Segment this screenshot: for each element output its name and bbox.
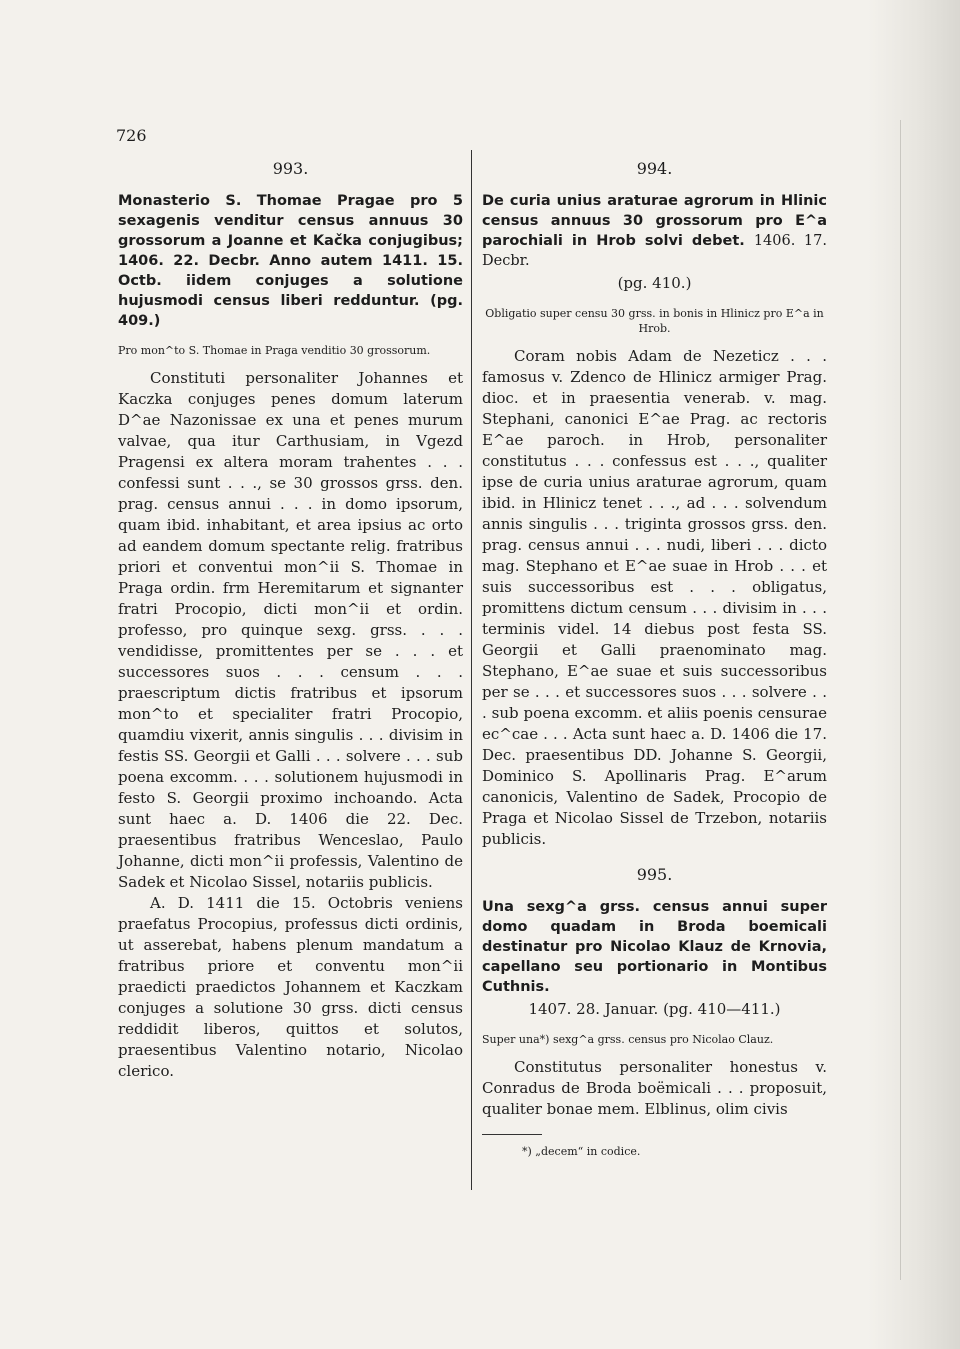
entry-heading-995: Una sexg^a grss. census annui super domo quadam in Broda boemicali destinatur pro Nicolao Klauz de Krnovia, capellano seu portionario in Montibus Cuthnis. bbox=[482, 899, 827, 995]
right-column bbox=[482, 148, 827, 1162]
entry-body-993: Constituti personaliter Johannes et Kaczka conjuges penes domum laterum D^ae Nazonissae ex una et penes murum valvae, qua itur Carthusiam, in Vgezd Pragensi ex altera moram trahentes . . . confessi sunt . . ., se 30 grossos grss. den. prag. census annui . . . in domo ipsorum, quam ibid. inhabitant, et area ipsius ac orto ad eandem domum spectante relig. fratribus priori et conventui mon^ii S. Thomae in Praga ordin. frm Heremitarum et signanter fratri Procopio, dicti mon^ii et ordin. professo, pro quinque sexg. grss. . . . vendidisse, promittentes per se . . . et successores suos . . . censum . . . praescriptum dictis fratribus et ipsorum mon^to et specialiter fratri Procopio, quamdiu vixerit, annis singulis . . . divisim in festis SS. Georgii et Galli . . . solvere . . . sub poena excomm. . . . solutionem hujusmodi in festo S. Georgii proximo inchoando. Acta sunt haec a. D. 1406 die 22. Dec. praesentibus fratribus Wenceslao, Paulo Johanne, dicti mon^ii professis, Valentino de Sadek et Nicolao Sissel, notariis publicis. bbox=[118, 369, 463, 891]
entry-pg-994: (pg. 410.) bbox=[617, 274, 692, 292]
entry-heading-994 bbox=[482, 191, 827, 271]
page-number: 726 bbox=[116, 126, 147, 145]
entry-heading-994-text: De curia unius araturae agrorum in Hlinic census annuus 30 grossorum pro E^a parochiali in Hrob solvi debet. bbox=[482, 193, 827, 249]
entry-date-995: 1407. 28. Januar. (pg. 410—411.) bbox=[528, 1000, 781, 1018]
entry-body-994: Coram nobis Adam de Nezeticz . . . famosus v. Zdenco de Hlinicz armiger Prag. dioc. et in praesentia venerab. v. mag. Stephani, canonici E^ae Prag. ac rectoris E^ae paroch. in Hrob, personaliter constitutus . . . confessus est . . ., qualiter ipse de curia unius araturae agrorum, quam ibid. in Hlinicz tenet . . ., ad . . . solvendum annis singulis . . . triginta grossos grss. den. prag. census annui . . . nudi, liberi . . . dicto mag. Stephano et E^ae suae in Hrob . . . et suis successoribus est . . . obligatus, promittens dictum censum . . . divisim in . . . terminis videl. 14 diebus post festa SS. Georgii et Galli praenominato mag. Stephano, E^ae suae et suis successoribus per se . . . et successores suos . . . solvere . . . sub poena excomm. et aliis poenis censurae ec^cae . . . Acta sunt haec a. D. 1406 die 17. Dec. praesentibus DD. Johanne S. Georgii, Dominico S. Apollinaris Prag. E^arum canonicis, Valentino de Sadek, Procopio de Praga et Nicolao Sissel de Trzebon, notariis publicis. bbox=[482, 347, 827, 848]
entry-heading-994-date: 1406. 17. Decbr. bbox=[482, 233, 827, 269]
entry-regest-994: Obligatio super censu 30 grss. in bonis in Hlinicz pro E^a in Hrob. bbox=[485, 307, 824, 335]
left-column bbox=[118, 148, 463, 1097]
entry-number-994: 994. bbox=[636, 159, 673, 178]
page-edge-shadow bbox=[868, 0, 960, 1349]
entry-body-995: Constitutus personaliter honestus v. Conradus de Broda boëmicali . . . proposuit, qualiter bonae mem. Elblinus, olim civis bbox=[482, 1058, 827, 1118]
footnote-rule bbox=[482, 1134, 542, 1135]
entry-regest-993: Pro mon^to S. Thomae in Praga venditio 30 grossorum. bbox=[118, 344, 431, 357]
entry-number-993: 993. bbox=[272, 159, 309, 178]
entry-body-993-part2: A. D. 1411 die 15. Octobris veniens praefatus Procopius, professus dicti ordinis, ut asserebat, habens plenum mandatum a fratribus priore et conventu mon^ii praedicti praedictos Johannem et Kaczkam conjuges a solutione 30 grss. dicti census reddidit liberos, quittos et solutos, praesentibus Valentino notario, Nicolao clerico. bbox=[118, 894, 463, 1080]
footnote: *) „decem“ in codice. bbox=[522, 1145, 641, 1158]
entry-number-995: 995. bbox=[636, 865, 673, 884]
entry-heading-993: Monasterio S. Thomae Pragae pro 5 sexagenis venditur census annuus 30 grossorum a Joanne et Kačka conjugibus; 1406. 22. Decbr. Anno autem 1411. 15. Octb. iidem conjuges a solutione hujusmodi census liberi redduntur. (pg. 409.) bbox=[118, 193, 463, 329]
page-gutter-line bbox=[900, 120, 901, 1280]
entry-regest-995: Super una*) sexg^a grss. census pro Nicolao Clauz. bbox=[482, 1033, 774, 1046]
column-divider bbox=[471, 150, 472, 1190]
